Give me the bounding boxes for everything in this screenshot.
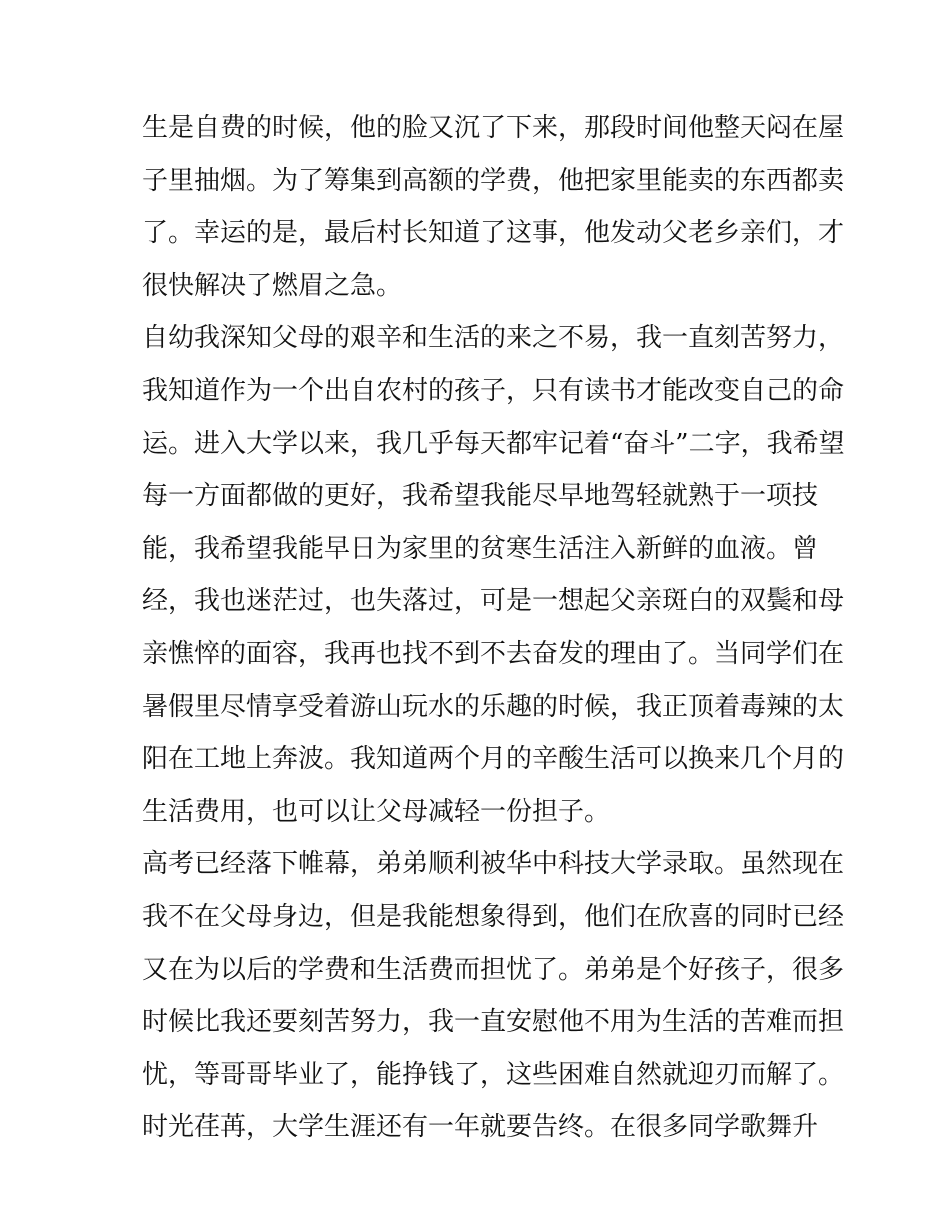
text-line: 阳在工地上奔波。我知道两个月的辛酸生活可以换来几个月的 — [142, 744, 845, 775]
text-line: 自幼我深知父母的艰辛和生活的来之不易，我一直刻苦努力， — [142, 323, 845, 354]
text-line: 亲憔悴的面容，我再也找不到不去奋发的理由了。当同学们在 — [142, 638, 845, 669]
text-line: 每一方面都做的更好，我希望我能尽早地驾轻就熟于一项技 — [142, 481, 819, 512]
text-line: 运。进入大学以来，我几乎每天都牢记着“奋斗”二字，我希望 — [142, 428, 845, 459]
text-line: 时候比我还要刻苦努力，我一直安慰他不用为生活的苦难而担 — [142, 1007, 845, 1038]
text-line: 生活费用，也可以让父母减轻一份担子。 — [142, 796, 611, 827]
text-line: 又在为以后的学费和生活费而担忧了。弟弟是个好孩子，很多 — [142, 954, 845, 985]
text-line: 时光荏苒，大学生涯还有一年就要告终。在很多同学歌舞升 — [142, 1112, 819, 1143]
body-text — [142, 102, 845, 1154]
text-line: 高考已经落下帷幕，弟弟顺利被华中科技大学录取。虽然现在 — [142, 849, 845, 880]
text-line: 了。幸运的是，最后村长知道了这事，他发动父老乡亲们，才 — [142, 218, 845, 249]
text-line: 能，我希望我能早日为家里的贫寒生活注入新鲜的血液。曾 — [142, 533, 819, 564]
text-line: 子里抽烟。为了筹集到高额的学费，他把家里能卖的东西都卖 — [142, 165, 845, 196]
text-line: 我不在父母身边，但是我能想象得到，他们在欣喜的同时已经 — [142, 901, 845, 932]
text-line: 经，我也迷茫过，也失落过，可是一想起父亲斑白的双鬓和母 — [142, 586, 845, 617]
text-line: 我知道作为一个出自农村的孩子，只有读书才能改变自己的命 — [142, 375, 845, 406]
text-line: 很快解决了燃眉之急。 — [142, 270, 403, 301]
text-line: 忧，等哥哥毕业了，能挣钱了，这些困难自然就迎刃而解了。 — [142, 1059, 845, 1090]
text-line: 生是自费的时候，他的脸又沉了下来，那段时间他整天闷在屋 — [142, 113, 845, 143]
text-line: 暑假里尽情享受着游山玩水的乐趣的时候，我正顶着毒辣的太 — [142, 691, 845, 722]
